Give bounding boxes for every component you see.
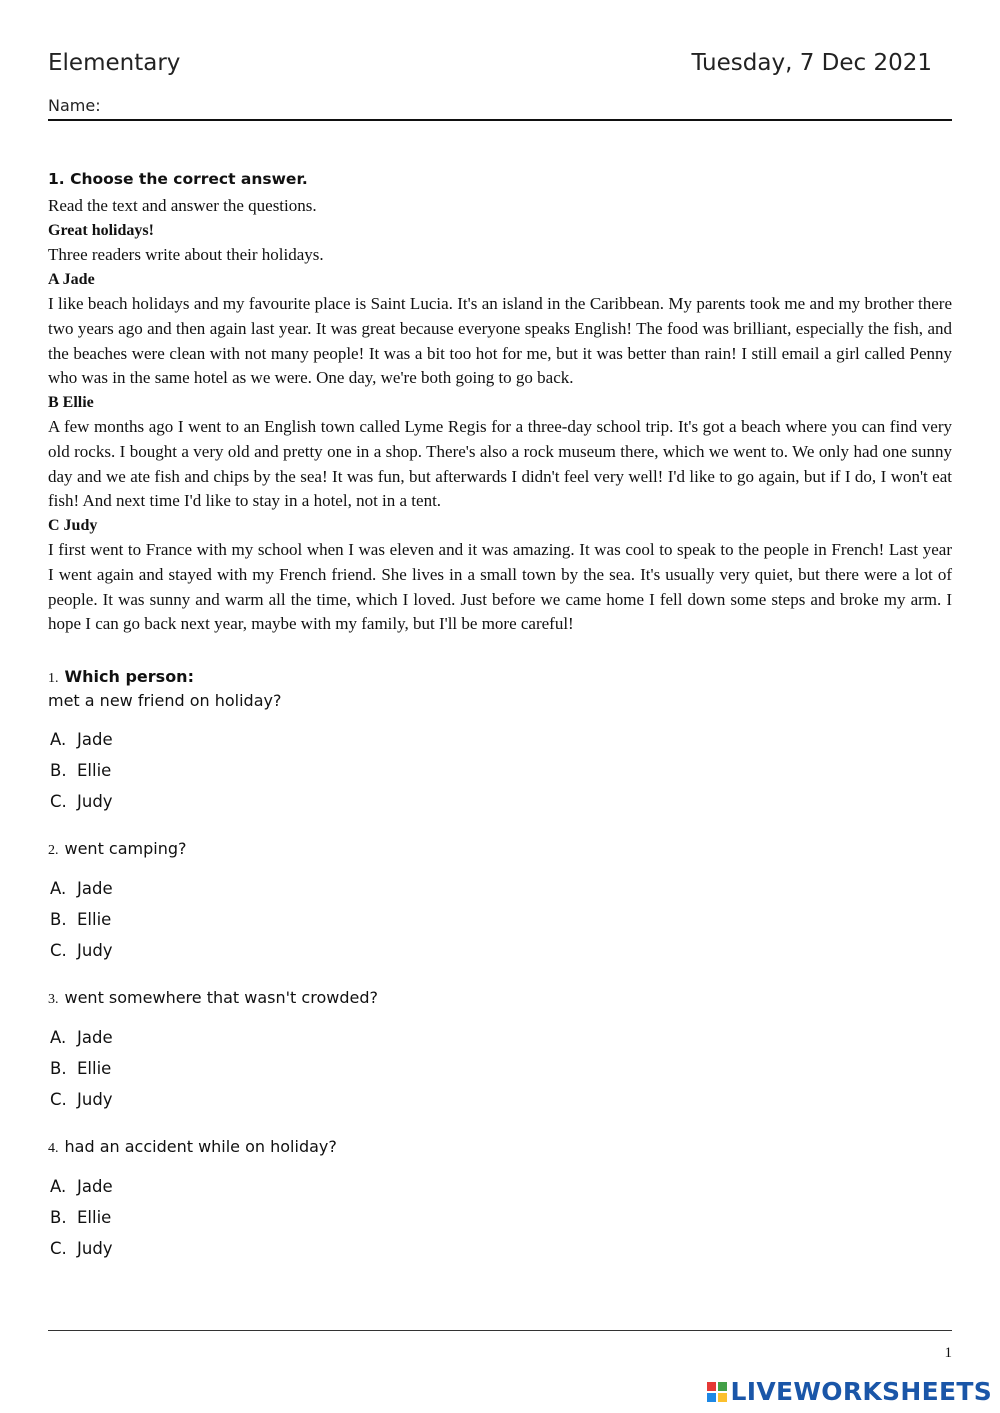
option-c[interactable] <box>48 935 952 966</box>
question-4 <box>48 1137 952 1264</box>
option-a[interactable] <box>48 724 952 755</box>
reader-text: I first went to France with my school when I was eleven and it was amazing. It was cool to speak to the people in French! Last year I went again and stayed with my French friend. She lives in a small town by the sea. It's usually very quiet, but there were a lot of people. It was sunny and warm all the time, which I loved. Just before we came home I fell down some steps and broke my arm. I hope I can go back next year, maybe with my family, but I'll be more careful! <box>48 540 952 634</box>
reader-name: C Judy <box>48 516 98 534</box>
page-number: 1 <box>944 1345 952 1361</box>
option-letter: C. <box>50 940 67 960</box>
footer-divider <box>48 1330 952 1331</box>
option-b[interactable] <box>48 904 952 935</box>
option-c[interactable] <box>48 1084 952 1115</box>
question-number: 4. <box>48 1140 59 1156</box>
liveworksheets-logo[interactable] <box>706 1377 992 1406</box>
option-label: Judy <box>77 1089 113 1109</box>
section-title: 1. Choose the correct answer. <box>48 170 308 188</box>
option-letter: A. <box>50 729 67 749</box>
question-heading <box>48 667 952 687</box>
option-letter: B. <box>50 909 67 929</box>
question-heading <box>48 839 952 859</box>
instruction-text: Read the text and answer the questions. <box>48 196 317 215</box>
option-letter: A. <box>50 1027 67 1047</box>
question-lead: Which person: <box>64 666 194 686</box>
date-label: Tuesday, 7 Dec 2021 <box>691 50 932 76</box>
question-heading <box>48 1137 952 1157</box>
option-a[interactable] <box>48 873 952 904</box>
option-letter: C. <box>50 791 67 811</box>
brand-name: LIVEWORKSHEETS <box>730 1377 992 1406</box>
question-number: 1. <box>48 670 59 686</box>
option-label: Judy <box>77 791 113 811</box>
reader-text: I like beach holidays and my favourite place is Saint Lucia. It's an island in the Caribbean. My parents took me and my brother there two years ago and then again last year. It was great because everyone speaks English! The food was brilliant, especially the fish, and the beaches were clean with not many people! It was a bit too hot for me, but it was better than rain! I still email a girl called Penny who was in the same hotel as we were. One day, we're both going to go back. <box>48 294 952 388</box>
reader-name: B Ellie <box>48 393 94 411</box>
icon-cell <box>717 1381 728 1392</box>
options-list <box>48 873 952 966</box>
option-c[interactable] <box>48 786 952 817</box>
question-1 <box>48 667 952 817</box>
option-letter: C. <box>50 1089 67 1109</box>
option-c[interactable] <box>48 1233 952 1264</box>
option-label: Judy <box>77 940 113 960</box>
option-label: Ellie <box>77 1058 112 1078</box>
option-b[interactable] <box>48 1202 952 1233</box>
option-letter: A. <box>50 1176 67 1196</box>
option-label: Jade <box>77 729 113 749</box>
option-b[interactable] <box>48 1053 952 1084</box>
question-3 <box>48 988 952 1115</box>
option-label: Judy <box>77 1238 113 1258</box>
option-letter: B. <box>50 760 67 780</box>
option-label: Jade <box>77 1176 113 1196</box>
name-label: Name: <box>48 96 101 115</box>
reader-name: A Jade <box>48 270 95 288</box>
options-list <box>48 724 952 817</box>
question-text: went camping? <box>64 838 187 858</box>
options-list <box>48 1022 952 1115</box>
icon-cell <box>706 1392 717 1403</box>
option-b[interactable] <box>48 755 952 786</box>
options-list <box>48 1171 952 1264</box>
question-text: met a new friend on holiday? <box>48 690 282 710</box>
level-label: Elementary <box>48 50 181 76</box>
question-text: went somewhere that wasn't crowded? <box>64 987 378 1007</box>
question-number: 3. <box>48 991 59 1007</box>
option-letter: A. <box>50 878 67 898</box>
questions-list <box>48 667 952 1264</box>
option-label: Jade <box>77 1027 113 1047</box>
worksheet-content <box>48 170 952 1286</box>
option-label: Ellie <box>77 1207 112 1227</box>
name-underline <box>48 119 952 121</box>
option-letter: C. <box>50 1238 67 1258</box>
reading-heading: Great holidays! <box>48 221 154 239</box>
option-label: Ellie <box>77 760 112 780</box>
reading-intro: Three readers write about their holidays. <box>48 245 324 265</box>
option-a[interactable] <box>48 1171 952 1202</box>
reader-text: A few months ago I went to an English town called Lyme Regis for a three-day school trip. It's got a beach where you can find very old rocks. I bought a very old and pretty one in a shop. There's also a rock museum there, which we went to. We only had one sunny day and we ate fish and chips by the sea! It was fun, but afterwards I didn't feel very well! I'd like to go again, but if I do, I won't eat fish! And next time I'd like to stay in a hotel, not in a tent. <box>48 417 952 511</box>
question-2 <box>48 839 952 966</box>
icon-cell <box>717 1392 728 1403</box>
option-label: Jade <box>77 878 113 898</box>
option-letter: B. <box>50 1207 67 1227</box>
option-label: Ellie <box>77 909 112 929</box>
option-letter: B. <box>50 1058 67 1078</box>
question-text: had an accident while on holiday? <box>64 1136 337 1156</box>
question-heading <box>48 988 952 1008</box>
question-number: 2. <box>48 842 59 858</box>
option-a[interactable] <box>48 1022 952 1053</box>
liveworksheets-icon <box>706 1381 728 1403</box>
icon-cell <box>706 1381 717 1392</box>
